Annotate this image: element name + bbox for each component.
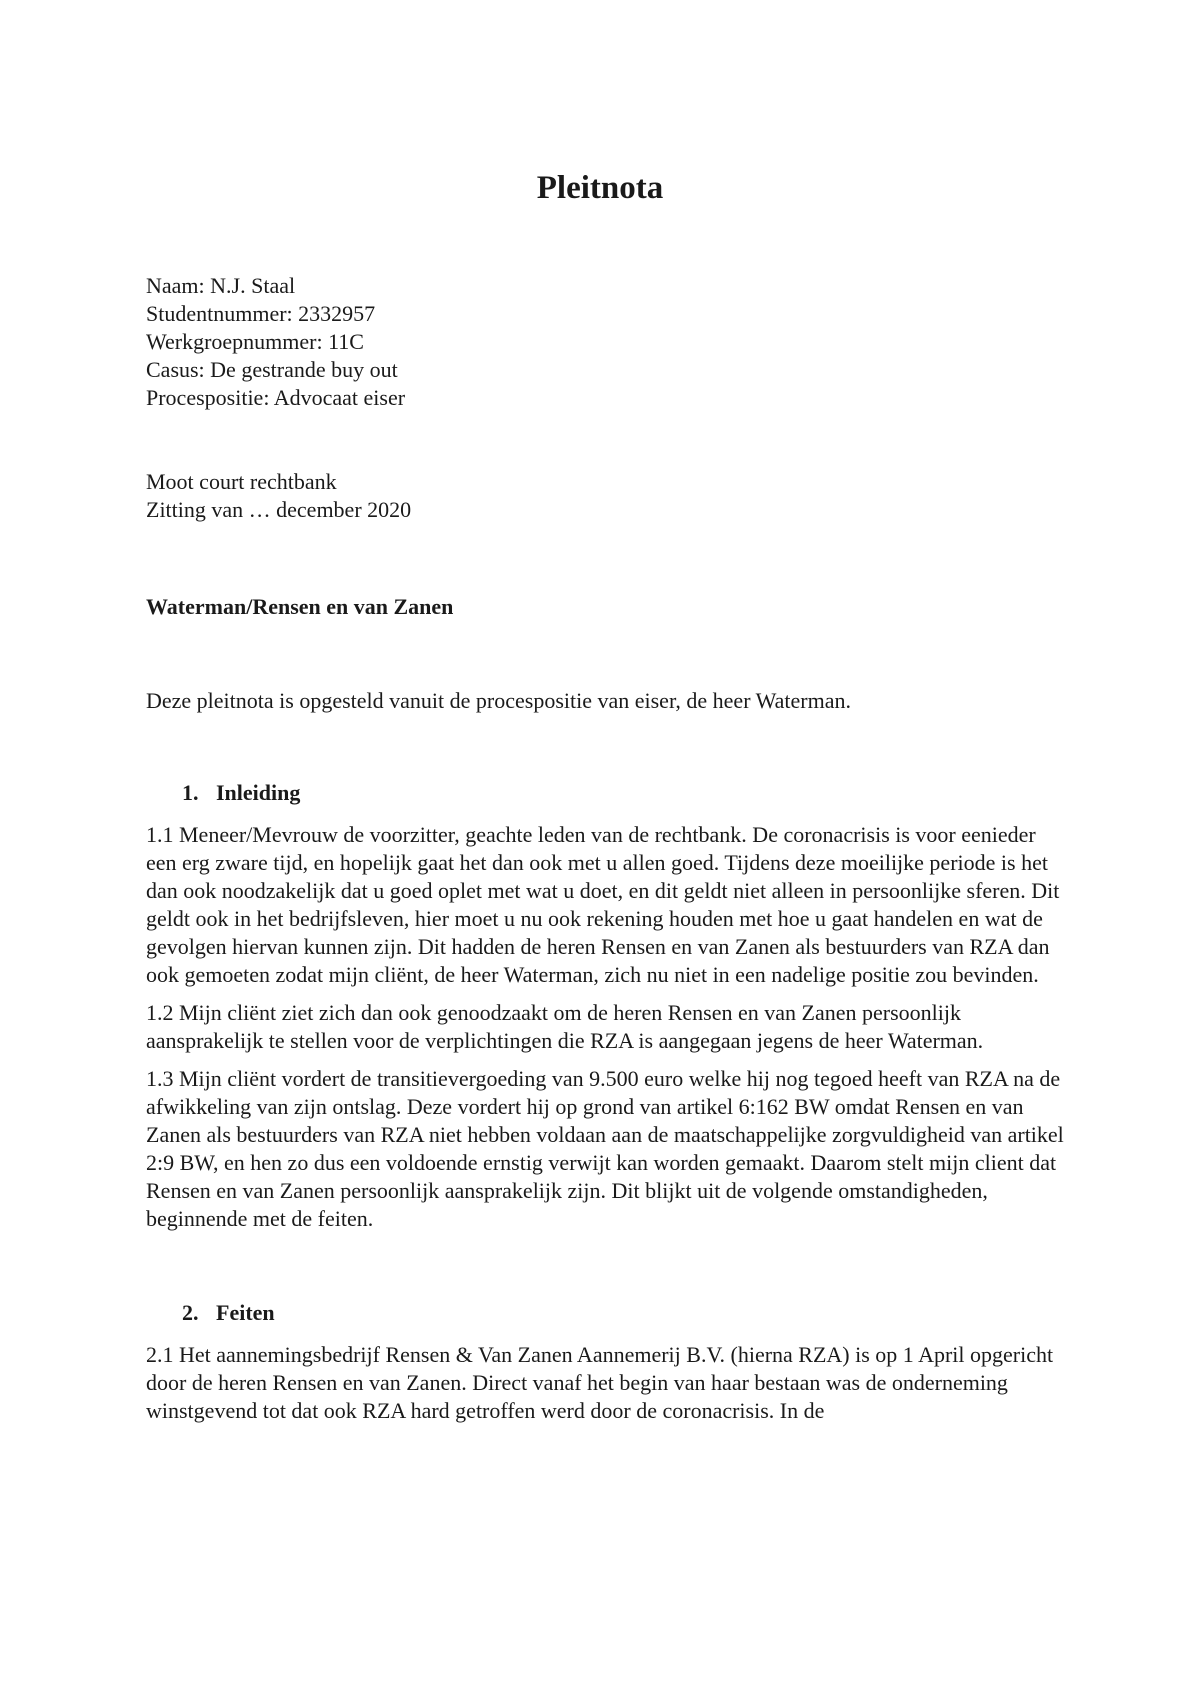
paragraph-1-2: 1.2 Mijn cliënt ziet zich dan ook genoodzaakt om de heren Rensen en van Zanen persoonlijk aansprakelijk te stellen voor de verplichtingen die RZA is aangegaan jegens de heer Waterman. <box>146 1000 984 1053</box>
document-body <box>146 272 1066 1425</box>
section-heading-label: Inleiding <box>216 780 301 805</box>
intro-paragraph: Deze pleitnota is opgesteld vanuit de procespositie van eiser, de heer Waterman. <box>146 688 851 713</box>
section-number: 2. <box>182 1300 199 1325</box>
session-date: Zitting van … december 2020 <box>146 497 412 522</box>
section-heading-label: Feiten <box>216 1300 275 1325</box>
paragraph-2-1: 2.1 Het aannemingsbedrijf Rensen & Van Zanen Aannemerij B.V. (hierna RZA) is op 1 April opgericht door de heren Rensen en van Zanen. Direct vanaf het begin van haar bestaan was de onderneming winstgevend tot dat ook RZA hard getroffen werd door de coronacrisis. In de <box>146 1342 1054 1423</box>
section-heading-inleiding <box>182 779 1066 807</box>
meta-workgroup: Werkgroepnummer: 11C <box>146 329 364 354</box>
paragraph-1-1: 1.1 Meneer/Mevrouw de voorzitter, geachte leden van de rechtbank. De coronacrisis is voor eenieder een erg zware tijd, en hopelijk gaat het dan ook met u allen goed. Tijdens deze moeilijke periode is het dan ook noodzakelijk dat u goed oplet met wat u doet, en dit geldt niet alleen in persoonlijke sferen. Dit geldt ook in het bedrijfsleven, hier moet u nu ook rekening houden met hoe u gaat handelen en wat de gevolgen hiervan kunnen zijn. Dit hadden de heren Rensen en van Zanen als bestuurders van RZA dan ook gemoeten zodat mijn cliënt, de heer Waterman, zich nu niet in een nadelige positie zou bevinden. <box>146 822 1060 987</box>
court-block <box>146 468 1066 524</box>
court-name: Moot court rechtbank <box>146 469 337 494</box>
section-heading-feiten <box>182 1299 1066 1327</box>
meta-student-number: Studentnummer: 2332957 <box>146 301 376 326</box>
paragraph-1-3: 1.3 Mijn cliënt vordert de transitievergoeding van 9.500 euro welke hij nog tegoed heeft van RZA na de afwikkeling van zijn ontslag. Deze vordert hij op grond van artikel 6:162 BW omdat Rensen en van Zanen als bestuurders van RZA niet hebben voldaan aan de maatschappelijke zorgvuldigheid van artikel 2:9 BW, en hen zo dus een voldoende ernstig verwijt kan worden gemaakt. Daarom stelt mijn client dat Rensen en van Zanen persoonlijk aansprakelijk zijn. Dit blijkt uit de volgende omstandigheden, beginnende met de feiten. <box>146 1066 1064 1231</box>
author-meta-block <box>146 272 1066 412</box>
document-title: Pleitnota <box>536 170 664 206</box>
meta-position: Procespositie: Advocaat eiser <box>146 385 406 410</box>
meta-case: Casus: De gestrande buy out <box>146 357 398 382</box>
meta-name: Naam: N.J. Staal <box>146 273 296 298</box>
case-title: Waterman/Rensen en van Zanen <box>146 594 454 619</box>
section-number: 1. <box>182 780 199 805</box>
